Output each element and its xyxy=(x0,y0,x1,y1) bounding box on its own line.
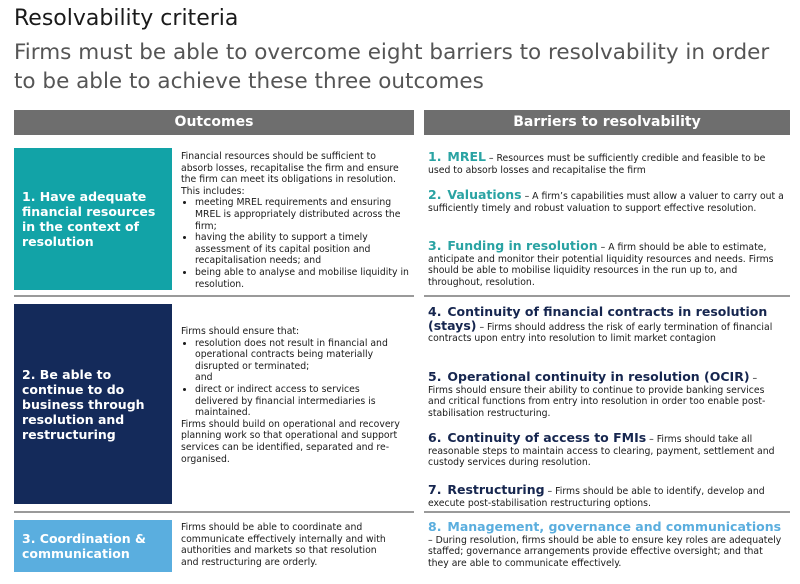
list-item: • having the ability to support a timely assessment of its capital position and recapitalisation needs; and xyxy=(195,232,409,267)
barrier-number: 3. xyxy=(428,238,442,253)
list-item: and xyxy=(195,372,213,384)
barrier-number: 1. xyxy=(428,149,442,164)
outcome-2-box xyxy=(14,304,172,504)
outcome-3-box xyxy=(14,520,172,572)
outcome-2-intro: Firms should ensure that: xyxy=(181,326,300,337)
barrier-text: – Firms should be able to identify, develop and execute post-stabilisation restructuring options. xyxy=(428,486,765,509)
barrier-title: Continuity of access to FMIs xyxy=(447,430,647,445)
barrier-number: 2. xyxy=(428,187,442,202)
barrier-text: – Firms should address the risk of early termination of financial contracts upon entry into resolution to limit market contagion xyxy=(428,321,773,345)
barrier-title: MREL xyxy=(447,149,486,164)
barrier-2 xyxy=(428,189,784,214)
list-item: • meeting MREL requirements and ensuring MREL is appropriately distributed across the firm; xyxy=(195,197,409,232)
outcome-1-list xyxy=(181,197,409,290)
barrier-text: – During resolution, firms should be able to ensure key roles are adequately staffed; governance arrangements provide effective oversight; and that they are able to communicate effectively. xyxy=(428,534,782,569)
outcome-3-label: 3. Coordination & communication xyxy=(22,531,146,561)
barrier-number: 5. xyxy=(428,369,442,384)
barrier-title: Funding in resolution xyxy=(447,238,598,253)
barriers-header: Barriers to resolvability xyxy=(424,110,790,135)
outcome-2-label: 2. Be able to continue to do business through resolution and restructuring xyxy=(22,366,145,442)
barrier-text: – A firm should be able to estimate, anticipate and monitor their potential liquidity resources and needs. Firms should be able to mobilise liquidity resources in the run up to, and throughout, resolution. xyxy=(428,242,774,288)
outcomes-header: Outcomes xyxy=(14,110,414,135)
page-subtitle: Firms must be able to overcome eight barriers to resolvability in order to be able to achieve these three outcomes xyxy=(14,40,770,94)
barrier-number: 7. xyxy=(428,482,442,497)
barrier-title: Operational continuity in resolution (OCIR) xyxy=(447,369,750,384)
list-item: • direct or indirect access to services delivered by financial intermediaries is maintained. xyxy=(195,384,401,419)
outcome-1-intro: Financial resources should be sufficient to absorb losses, recapitalise the firm and ensure the firm can meet its obligations in resolution. This includes: xyxy=(181,151,399,197)
barrier-1 xyxy=(428,151,784,176)
barrier-8 xyxy=(428,521,784,569)
barrier-number: 8. xyxy=(428,519,442,534)
barrier-number: 6. xyxy=(428,430,442,445)
barrier-7 xyxy=(428,484,784,509)
barriers-divider xyxy=(424,295,790,297)
outcome-2-list xyxy=(181,338,401,419)
barrier-title: Continuity of financial contracts in resolution (stays) xyxy=(428,304,768,333)
barrier-title: Management, governance and communications xyxy=(447,519,782,534)
barrier-text: – Firms should ensure their ability to continue to provide banking services and critical functions from entry into resolution in order too enable post-stabilisation restructuring. xyxy=(428,373,766,419)
barrier-6 xyxy=(428,432,784,469)
list-item: • being able to analyse and mobilise liquidity in resolution. xyxy=(195,267,409,290)
barrier-title: Valuations xyxy=(447,187,522,202)
barrier-text: – A firm’s capabilities must allow a valuer to carry out a sufficiently timely and robust valuation to support effective resolution. xyxy=(428,191,784,214)
outcomes-divider xyxy=(14,511,414,513)
barrier-number: 4. xyxy=(428,304,442,319)
outcomes-divider xyxy=(14,295,414,297)
barrier-5 xyxy=(428,371,784,419)
outcome-1-description xyxy=(181,151,409,290)
outcome-2-description xyxy=(181,326,401,465)
barrier-text: – Firms should take all reasonable steps to maintain access to clearing, payment, settlement and custody services during resolution. xyxy=(428,434,775,469)
list-item: • resolution does not result in financial and operational contracts being materially disrupted or terminated; xyxy=(195,338,401,373)
outcome-2-outro: Firms should build on operational and recovery planning work so that operational and support services can be identified, separated and re-organised. xyxy=(181,418,400,465)
barriers-divider xyxy=(424,511,790,513)
outcome-1-label: 1. Have adequate financial resources in the context of resolution xyxy=(22,189,156,249)
barrier-4 xyxy=(428,306,784,345)
outcome-3-description xyxy=(181,522,396,568)
barrier-3 xyxy=(428,240,784,288)
barrier-text: – Resources must be sufficiently credible and feasible to be used to absorb losses and recapitalise the firm xyxy=(428,153,766,176)
outcome-1-box xyxy=(14,148,172,290)
barrier-title: Restructuring xyxy=(447,482,545,497)
outcome-3-intro: Firms should be able to coordinate and communicate effectively internally and with authorities and markets so that resolution and restructuring are orderly. xyxy=(181,522,386,568)
page-title: Resolvability criteria xyxy=(14,6,239,31)
